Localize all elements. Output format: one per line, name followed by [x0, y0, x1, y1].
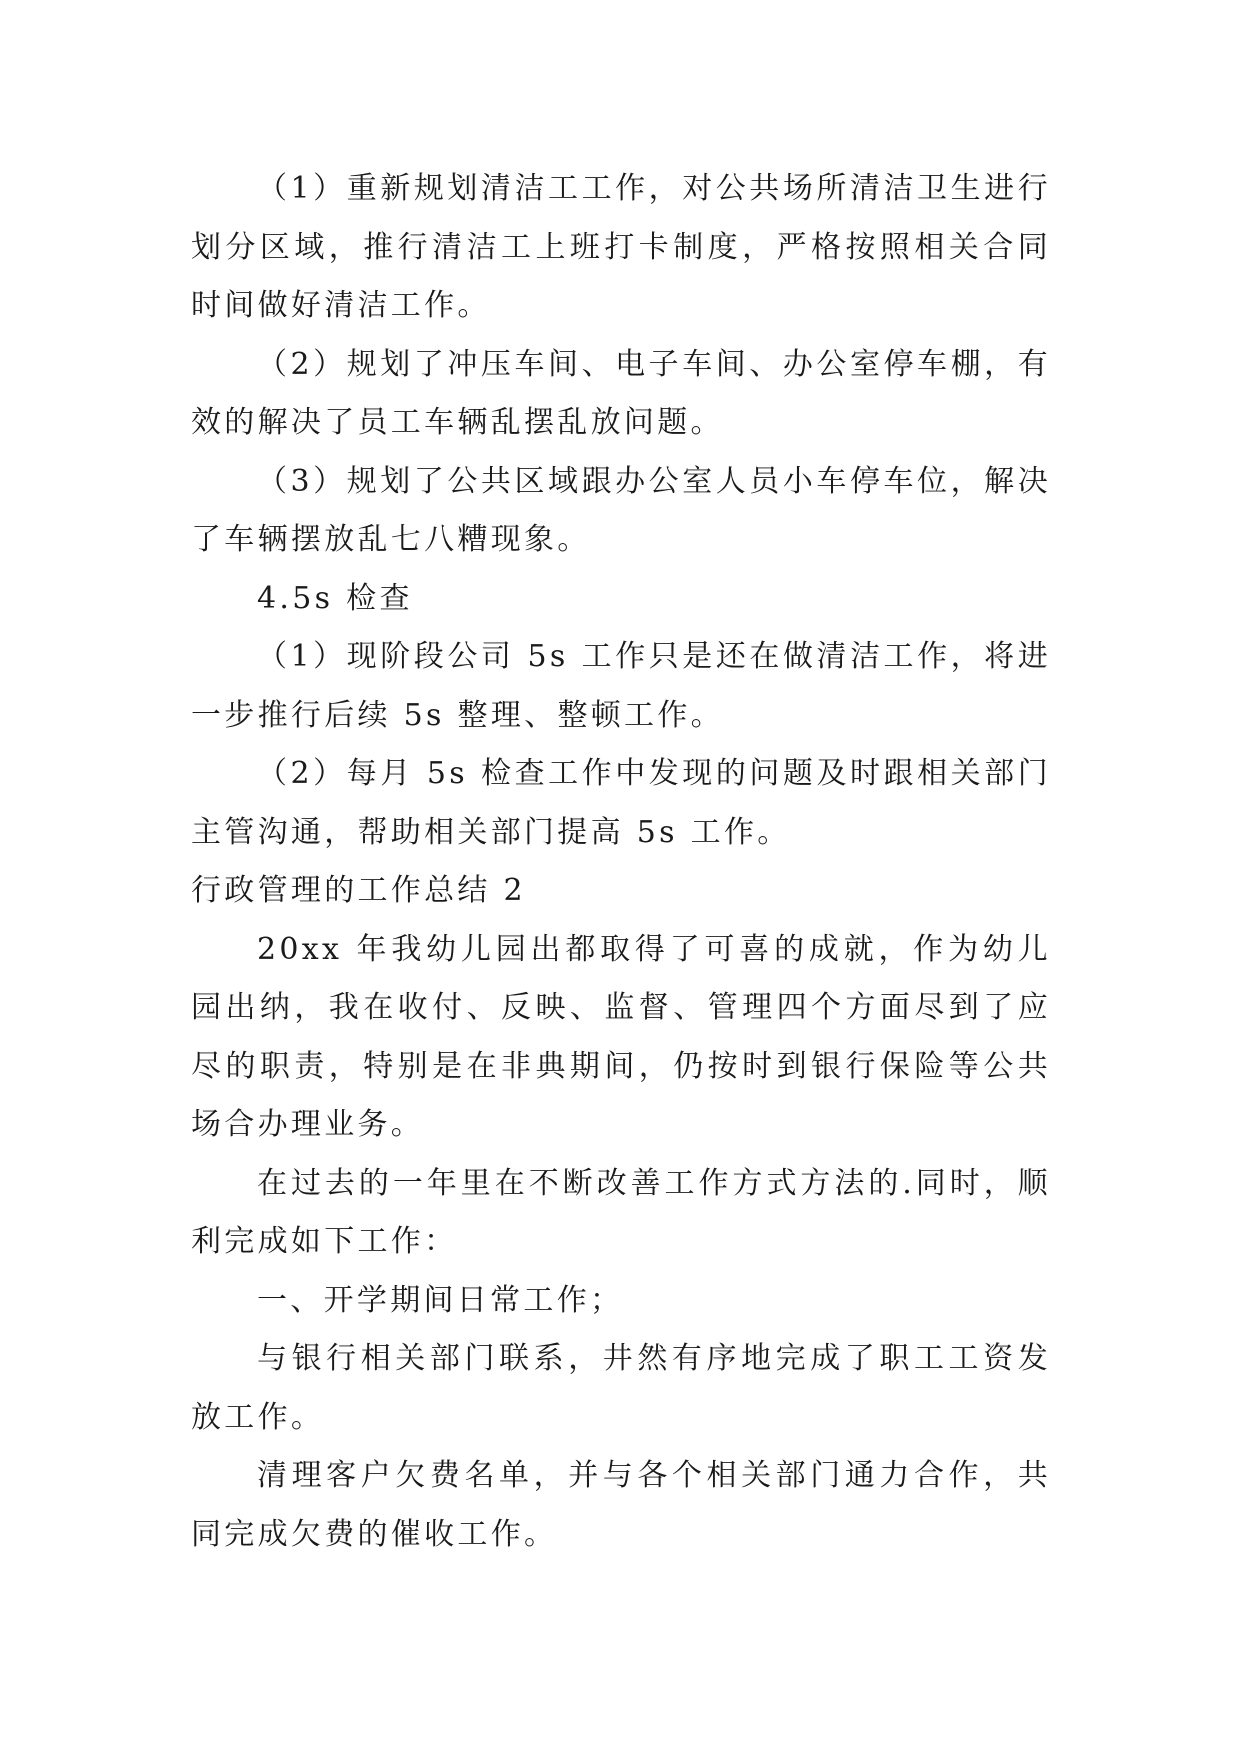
summary-2-heading: 行政管理的工作总结 2 [191, 873, 526, 908]
paragraph-5s-monthly-check: （2）每月 5s 检查工作中发现的问题及时跟相关部门主管沟通，帮助相关部门提高 5s 工作。 [191, 756, 1051, 850]
paragraph-parking-spaces: （3）规划了公共区域跟办公室人员小车停车位，解决了车辆摆放乱七八糟现象。 [191, 463, 1051, 557]
paragraph-cashier-achievements: 20xx 年我幼儿园出都取得了可喜的成就，作为幼儿园出纳，我在收付、反映、监督、管理四个方面尽到了应尽的职责，特别是在非典期间，仍按时到银行保险等公共场合办理业务。 [191, 931, 1051, 1142]
paragraph-arrears-collection: 清理客户欠费名单，并与各个相关部门通力合作，共同完成欠费的催收工作。 [191, 1458, 1051, 1552]
paragraph-salary-payment: 与银行相关部门联系，井然有序地完成了职工工资发放工作。 [191, 1341, 1051, 1435]
paragraph-cleaning-plan: （1）重新规划清洁工工作，对公共场所清洁卫生进行划分区域，推行清洁工上班打卡制度，严格按照相关合同时间做好清洁工作。 [191, 171, 1051, 323]
paragraph-5s-current-stage: （1）现阶段公司 5s 工作只是还在做清洁工作，将进一步推行后续 5s 整理、整顿工作。 [191, 639, 1051, 733]
paragraph-past-year: 在过去的一年里在不断改善工作方式方法的.同时，顺利完成如下工作： [191, 1165, 1051, 1259]
paragraph-bike-shed: （2）规划了冲压车间、电子车间、办公室停车棚，有效的解决了员工车辆乱摆乱放问题。 [191, 346, 1051, 440]
section-semester-daily-work: 一、开学期间日常工作； [257, 1282, 624, 1318]
document-body [191, 160, 1051, 1564]
section-5s-inspection: 4.5s 检查 [257, 580, 413, 616]
